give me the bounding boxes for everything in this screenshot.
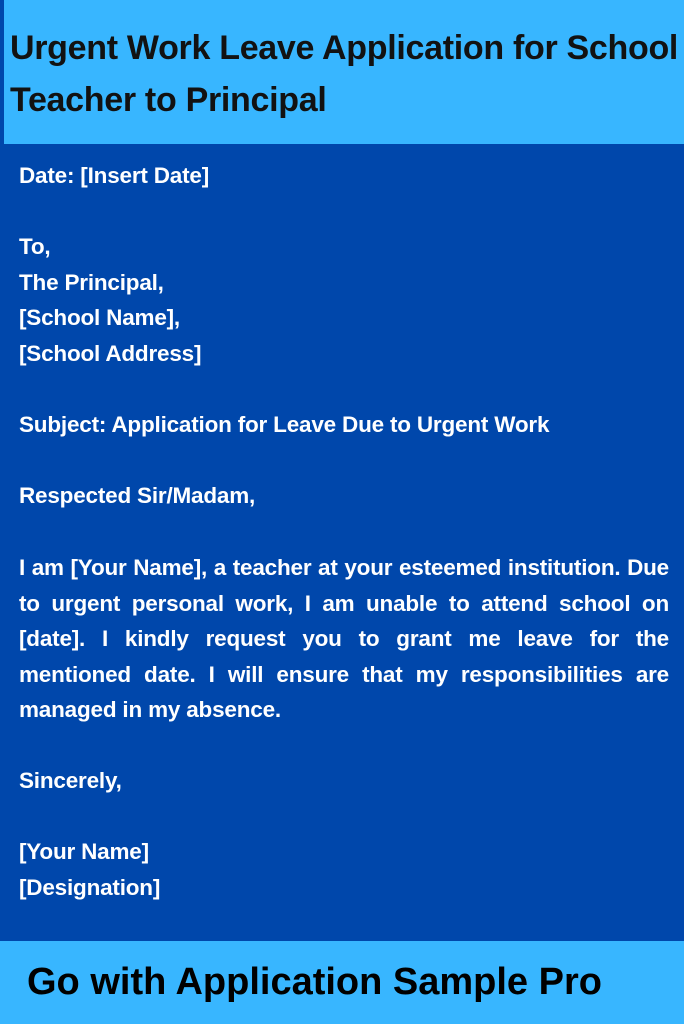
letter-to: To,: [19, 234, 51, 259]
letter-recipient: The Principal,: [19, 270, 164, 295]
letter-school-name: [School Name],: [19, 305, 180, 330]
title-banner: [0, 0, 684, 144]
letter-body: I am [Your Name], a teacher at your esteemed institution. Due to urgent personal work, I am unable to attend school on [date]. I kindly request you to grant me leave for the mentioned date. I will ensure that my responsibilities are managed in my absence.: [19, 555, 669, 722]
page-title: Urgent Work Leave Application for School Teacher to Principal: [10, 29, 679, 119]
letter-sender-designation: [Designation]: [19, 875, 161, 900]
letter-closing: Sincerely,: [19, 768, 122, 793]
footer-banner: [0, 941, 684, 1024]
letter-date: Date: [Insert Date]: [19, 163, 209, 188]
letter-subject: Subject: Application for Leave Due to Urgent Work: [19, 412, 550, 437]
letter-sender-name: [Your Name]: [19, 839, 149, 864]
letter-salutation: Respected Sir/Madam,: [19, 483, 256, 508]
letter-panel: [0, 144, 684, 941]
letter-school-address: [School Address]: [19, 341, 202, 366]
footer-text: Go with Application Sample Pro: [27, 961, 602, 1003]
